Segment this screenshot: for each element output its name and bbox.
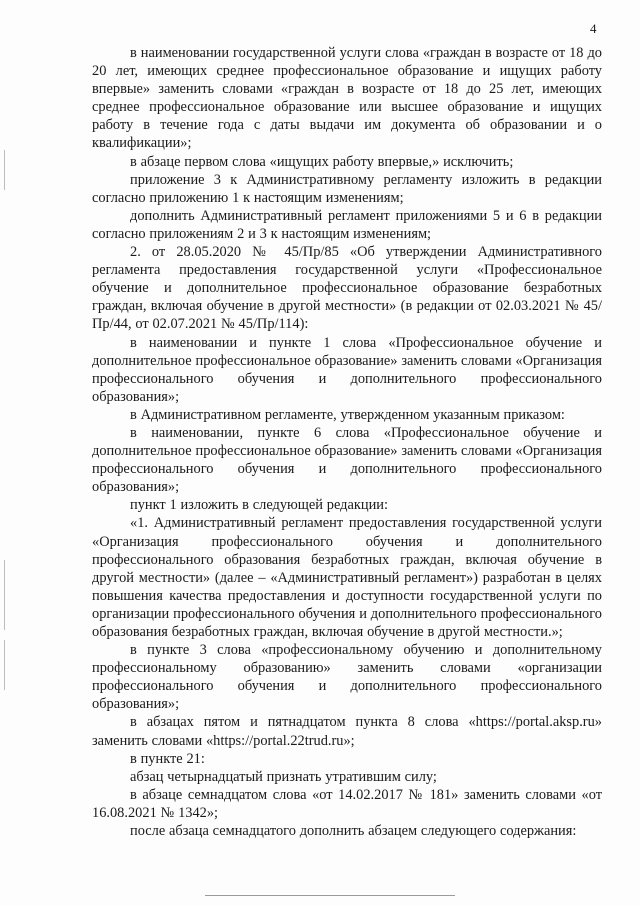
paragraph: в пункте 3 слова «профессиональному обучению и дополнительному профессиональному образованию» заменить словами «организации профессионального обучения и дополнительного профессионального образования»; xyxy=(92,642,606,713)
paragraph: в пункте 21: xyxy=(130,750,205,767)
scan-artifact xyxy=(4,560,5,630)
paragraph: в наименовании и пункте 1 слова «Профессиональное обучение и дополнительное профессиональное образование» заменить словами «Организация профессионального обучения и дополнительного профессионального образования»; xyxy=(92,334,606,405)
paragraph: в наименовании, пункте 6 слова «Профессиональное обучение и дополнительное профессиональное образование» заменить словами «Организация профессионального обучения и дополнительного профессионального образования»; xyxy=(92,424,606,496)
paragraph: пункт 1 изложить в следующей редакции: xyxy=(130,497,388,514)
paragraph: в абзаце первом слова «ищущих работу впервые,» исключить; xyxy=(130,153,514,170)
paragraph: приложение 3 к Административному регламенту изложить в редакции согласно приложению 1 к настоящим изменениям; xyxy=(92,171,606,206)
scan-artifact xyxy=(4,150,5,190)
paragraph: «1. Административный регламент предоставления государственной услуги «Организация профессионального обучения и дополнительного профессионального образования безработных граждан, включая обучение в другой местности» (далее – «Административный регламент») разработан в целях повышения качества предоставления и доступности государственной услуги по организации профессионального обучения и дополнительного профессионального образования безработных граждан, включая обучение в другой местности.»; xyxy=(92,515,606,640)
scan-edge-line xyxy=(205,895,455,896)
paragraph: в абзаце семнадцатом слова «от 14.02.2017 № 181» заменить словами «от 16.08.2021 № 1342»; xyxy=(92,786,606,821)
paragraph: после абзаца семнадцатого дополнить абзацем следующего содержания: xyxy=(130,823,577,840)
paragraph: 2. от 28.05.2020 № 45/Пр/85 «Об утверждении Административного регламента предоставления государственной услуги «Профессиональное обучение и дополнительное профессиональное образование безработных граждан, включая обучение в другой местности» (в редакции от 02.03.2021 № 45/Пр/44, от 02.07.2021 № 45/Пр/114): xyxy=(92,244,606,333)
paragraph: дополнить Административный регламент приложениями 5 и 6 в редакции согласно приложениям 2 и 3 к настоящим изменениям; xyxy=(92,207,606,242)
paragraph: в наименовании государственной услуги слова «граждан в возрасте от 18 до 20 лет, имеющих среднее профессиональное образование и ищущих работу впервые» заменить словами «граждан в возрасте от 18 до 25 лет, имеющих среднее профессиональное образование или высшее образование и ищущих работу в течение года с даты выдачи им документа об образовании и о квалификации»; xyxy=(92,45,606,152)
page-number: 4 xyxy=(590,21,597,36)
paragraph: в Административном регламенте, утвержденном указанным приказом: xyxy=(130,406,565,423)
paragraph: в абзацах пятом и пятнадцатом пункта 8 слова «https://portal.aksp.ru» заменить словами «https://portal.22trud.ru»; xyxy=(92,714,606,749)
scan-artifact xyxy=(4,640,5,690)
paragraph: абзац четырнадцатый признать утратившим силу; xyxy=(130,768,437,785)
document-body xyxy=(92,44,606,840)
